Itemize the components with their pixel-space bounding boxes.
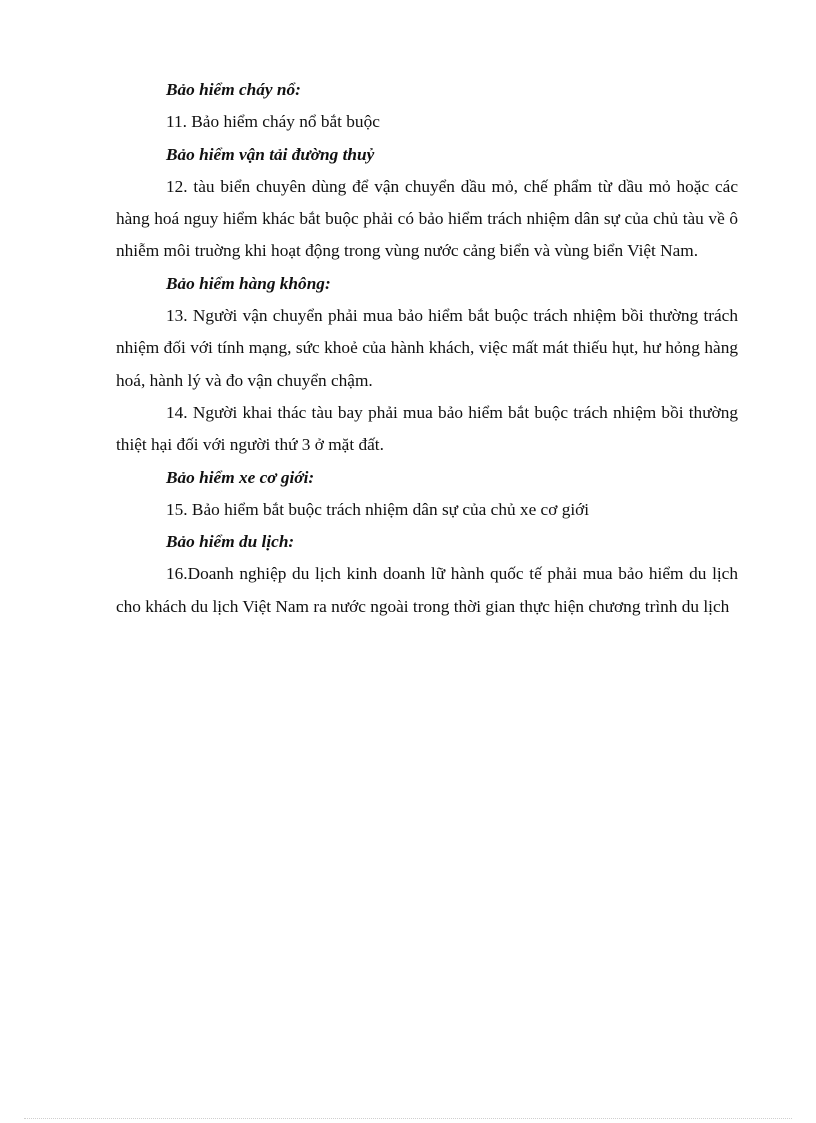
paragraph-12: 12. tàu biển chuyên dùng để vận chuyển dầu mỏ, chế phẩm từ dầu mỏ hoặc các hàng hoá nguy hiểm khác bắt buộc phải có bảo hiểm trách nhiệm dân sự của chủ tàu về ô nhiễm môi truờng khi hoạt động trong vùng nước cảng biển và vùng biển Việt Nam. xyxy=(116,176,738,261)
paragraph-14: 14. Người khai thác tàu bay phải mua bảo hiểm bắt buộc trách nhiệm bồi thường thiệt hại đối với người thứ 3 ở mặt đất. xyxy=(116,402,738,455)
section-heading-waterway: Bảo hiểm vận tải đường thuỷ xyxy=(166,144,375,164)
section-heading-travel: Bảo hiểm du lịch: xyxy=(166,532,295,552)
document-body xyxy=(116,74,738,623)
page-bottom-divider xyxy=(24,1118,792,1119)
section-heading-motor-vehicle: Bảo hiểm xe cơ giới: xyxy=(166,467,315,487)
paragraph-16: 16.Doanh nghiệp du lịch kinh doanh lữ hành quốc tế phải mua bảo hiểm du lịch cho khách du lịch Việt Nam ra nước ngoài trong thời gian thực hiện chương trình du lịch xyxy=(116,564,738,616)
section-heading-fire: Bảo hiểm cháy nổ: xyxy=(166,80,301,99)
paragraph-13: 13. Người vận chuyển phải mua bảo hiểm bắt buộc trách nhiệm bồi thường trách nhiệm đối với tính mạng, sức khoẻ của hành khách, việc mất mát thiếu hụt, hư hỏng hàng hoá, hành lý và đo vận chuyển chậm. xyxy=(116,306,738,390)
paragraph-15: 15. Bảo hiểm bắt buộc trách nhiệm dân sự của chủ xe cơ giới xyxy=(166,499,590,519)
paragraph-11: 11. Bảo hiểm cháy nổ bắt buộc xyxy=(166,112,380,132)
section-heading-aviation: Bảo hiểm hàng không: xyxy=(166,273,331,293)
